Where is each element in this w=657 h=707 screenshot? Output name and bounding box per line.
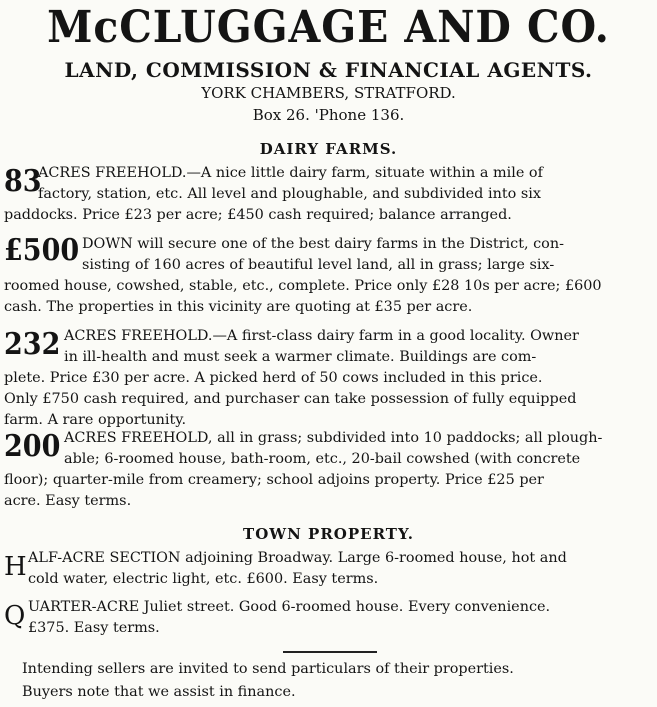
section-heading-dairy: DAIRY FARMS. [259,140,398,158]
listing-lead: 200 [4,429,61,464]
firm-address: YORK CHAMBERS, STRATFORD. [201,84,456,102]
firm-name: McCLUGGAGE AND CO. [47,2,610,53]
listing-line: roomed house, cowshed, stable, etc., complete. Price only £28 10s per acre; £600 [4,278,602,294]
listing-line: £375. Easy terms. [28,620,160,636]
listing-line: UARTER-ACRE Juliet street. Good 6-roomed house. Every convenience. [28,599,551,615]
listing-line: factory, station, etc. All level and ploughable, and subdivided into six [38,186,541,202]
firm-contact: Box 26. 'Phone 136. [252,106,405,124]
listing-lead: 232 [4,327,61,362]
listing-line: Only £750 cash required, and purchaser can take possession of fully equipped [4,391,577,407]
listing-line: in ill-health and must seek a warmer climate. Buildings are com- [64,349,537,365]
footer-line-buyers: Buyers note that we assist in finance. [22,684,296,700]
section-heading-town: TOWN PROPERTY. [243,525,414,543]
listing-line: farm. A rare opportunity. [4,412,187,428]
listing-line: DOWN will secure one of the best dairy farms in the District, con- [82,236,564,252]
divider-rule [283,651,377,653]
listing-line: ACRES FREEHOLD, all in grass; subdivided into 10 paddocks; all plough- [64,430,603,446]
listing-line: ACRES FREEHOLD.—A nice little dairy farm, situate within a mile of [38,165,543,181]
listing-lead: Q [4,601,26,631]
listing-lead: £500 [4,233,80,268]
listing-line: able; 6-roomed house, bath-room, etc., 20-bail cowshed (with concrete [64,451,581,467]
listing-line: cold water, electric light, etc. £600. Easy terms. [28,571,379,587]
listing-line: sisting of 160 acres of beautiful level land, all in grass; large six- [82,257,555,273]
listing-line: cash. The properties in this vicinity are quoting at £35 per acre. [4,299,473,315]
listing-line: ACRES FREEHOLD.—A first-class dairy farm in a good locality. Owner [64,328,579,344]
listing-line: paddocks. Price £23 per acre; £450 cash required; balance arranged. [4,207,512,223]
listing-lead: H [4,552,27,582]
listing-lead: 83 [4,164,42,199]
listing-line: ALF-ACRE SECTION adjoining Broadway. Large 6-roomed house, hot and [28,550,567,566]
listing-line: floor); quarter-mile from creamery; school adjoins property. Price £25 per [4,472,544,488]
footer-line-sellers: Intending sellers are invited to send particulars of their properties. [22,661,514,677]
listing-line: plete. Price £30 per acre. A picked herd of 50 cows included in this price. [4,370,543,386]
firm-subtitle: LAND, COMMISSION & FINANCIAL AGENTS. [64,58,593,82]
listing-line: acre. Easy terms. [4,493,132,509]
